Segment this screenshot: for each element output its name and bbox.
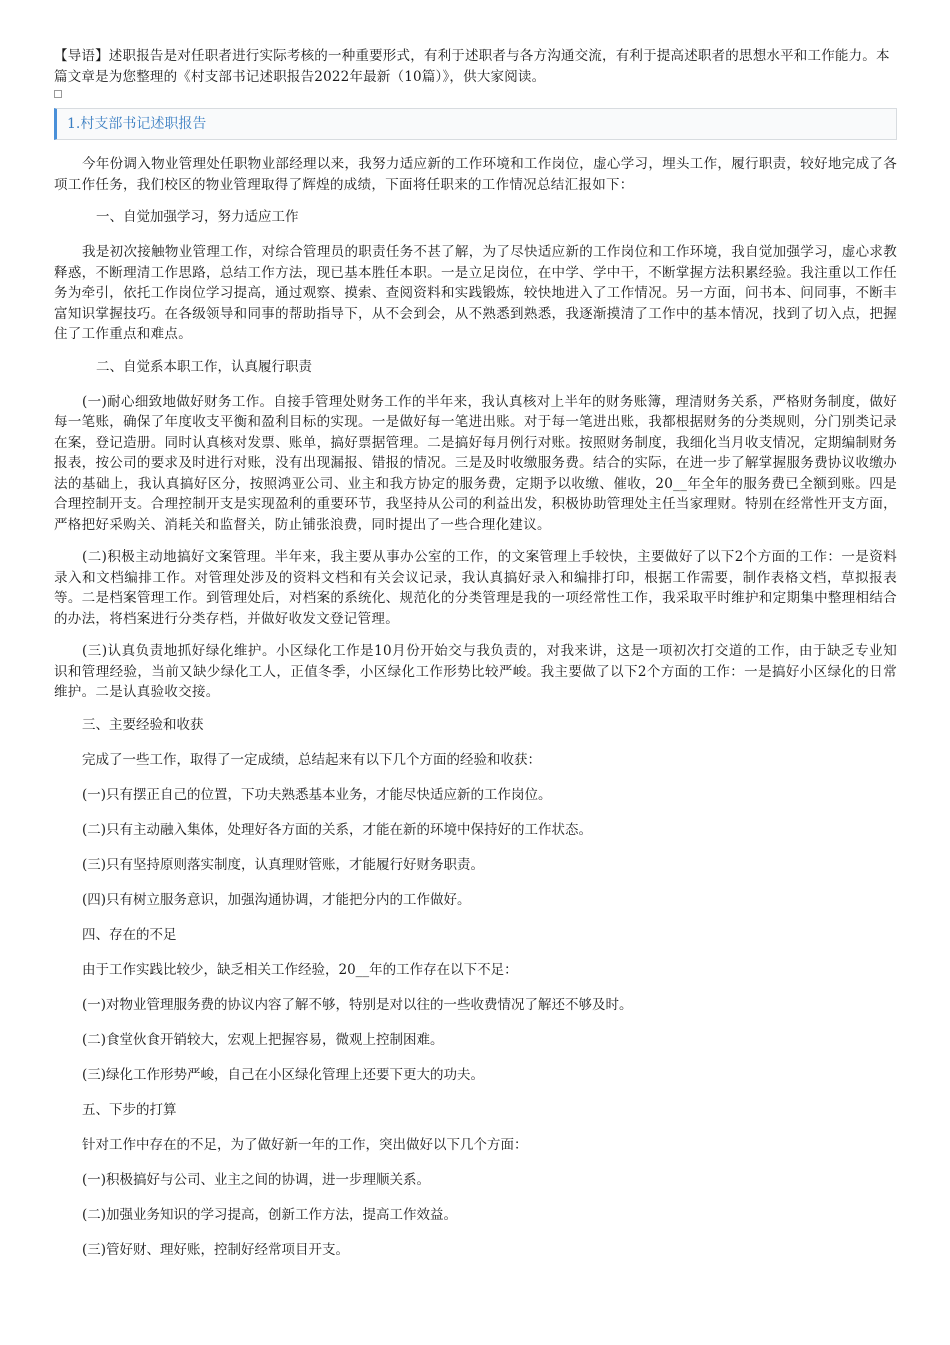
broken-image-icon [54, 90, 62, 98]
section-heading: 四、存在的不⾜ [82, 926, 177, 943]
paragraph: (⼀)耐⼼细致地做好财务⼯作。⾃接⼿管理处财务⼯作的半年来，我认真核对上半年的财务账簿，理清财务关系，严格财务制度，做好每⼀笔账，确保了年度收⽀平衡和盈利⽬标的实现。⼀是做好每⼀笔进出账。对于每⼀笔进出账，我都根据财务的分类规则，分门别类记录在案，登记造册。同时认真核对发票、账单，搞好票据管理。⼆是搞好每⽉例⾏对账。按照财务制度，我细化当⽉收⽀情况，定期编制财务报表，按公司的要求及时进⾏对账，没有出现漏报、错报的情况。三是及时收缴服务费。结合的实际，在进⼀步了解掌握服务费协议收缴办法的基础上，我认真搞好区分，按照鸿亚公司、业主和我⽅协定的服务费，定期予以收缴、催收，20__年全年的服务费已全额到账。四是合理控制开⽀。合理控制开⽀是实现盈利的重要环节，我坚持从公司的利益出发，积极协助管理处主任当家理财。特别在经常性开⽀⽅⾯，严格把好采购关、消耗关和监督关，防⽌铺张浪费，同时提出了⼀些合理化建议。 [54, 393, 897, 533]
list-item: (三)绿化⼯作形势严峻，⾃⼰在⼩区绿化管理上还要下更⼤的功夫。 [82, 1066, 485, 1083]
list-item: (四)只有树⽴服务意识，加强沟通协调，才能把分内的⼯作做好。 [82, 891, 471, 908]
list-item: (⼆)只有主动融⼊集体，处理好各⽅⾯的关系，才能在新的环境中保持好的⼯作状态。 [82, 821, 593, 838]
section-heading: ⼀、⾃觉加强学习，努⼒适应⼯作 [96, 209, 299, 225]
text-line: 针对⼯作中存在的不⾜，为了做好新⼀年的⼯作，突出做好以下⼏个⽅⾯： [82, 1136, 528, 1153]
section-title: 1.村⽀部书记述职报告 [54, 108, 897, 140]
section-heading: 三、主要经验和收获 [82, 716, 204, 733]
section-heading: 五、下步的打算 [82, 1101, 177, 1118]
paragraph: (三)认真负责地抓好绿化维护。⼩区绿化⼯作是10⽉份开始交与我负责的，对我来讲，这是⼀项初次打交道的⼯作，由于缺乏专业知识和管理经验，当前⼜缺少绿化⼯⼈，正值冬季，⼩区绿化⼯作形势⽐较严峻。我主要做了以下2个⽅⾯的⼯作：⼀是搞好⼩区绿化的⽇常维护。⼆是认真验收交接。 [54, 643, 897, 700]
paragraph: (⼆)积极主动地搞好⽂案管理。半年来，我主要从事办公室的⼯作，的⽂案管理上⼿较快，主要做好了以下2个⽅⾯的⼯作：⼀是资料录⼊和⽂档编排⼯作。对管理处涉及的资料⽂档和有关会议记录，我认真搞好录⼊和编排打印，根据⼯作需要，制作表格⽂档，草拟报表等。⼆是档案管理⼯作。到管理处后，对档案的系统化、规范化的分类管理是我的⼀项经常性⼯作，我采取平时维护和定期集中整理相结合的办法，将档案进⾏分类存档，并做好收发⽂登记管理。 [54, 549, 897, 627]
list-item: (⼀)只有摆正⾃⼰的位置，下功夫熟悉基本业务，才能尽快适应新的⼯作岗位。 [82, 786, 552, 803]
text-line: 由于⼯作实践⽐较少，缺乏相关⼯作经验，20__年的⼯作存在以下不⾜： [82, 961, 518, 978]
list-item: (三)管好财、理好账，控制好经常项⽬开⽀。 [82, 1241, 350, 1258]
section-heading: ⼆、⾃觉系本职⼯作，认真履⾏职责 [96, 358, 312, 375]
list-item: (⼆)⾷堂伙⾷开销较⼤，宏观上把握容易，微观上控制困难。 [82, 1031, 444, 1048]
intro-text: 【导语】述职报告是对任职者进⾏实际考核的⼀种重要形式，有利于述职者与各⽅沟通交流，有利于提⾼述职者的思想⽔平和⼯作能⼒。本篇⽂章是为您整理的《村⽀部书记述职报告2022年最新（10篇）》，供⼤家阅读。 [54, 48, 890, 85]
paragraph: 今年份调⼊物业管理处任职物业部经理以来，我努⼒适应新的⼯作环境和⼯作岗位，虚⼼学习，埋头⼯作，履⾏职责，较好地完成了各项⼯作任务，我们校区的物业管理取得了辉煌的成绩，下⾯将任职来的⼯作情况总结汇报如下： [54, 156, 897, 193]
list-item: (⼀)对物业管理服务费的协议内容了解不够，特别是对以往的⼀些收费情况了解还不够及时。 [82, 996, 633, 1013]
list-item: (三)只有坚持原则落实制度，认真理财管账，才能履⾏好财务职责。 [82, 856, 485, 873]
list-item: (⼀)积极搞好与公司、业主之间的协调，进⼀步理顺关系。 [82, 1171, 431, 1188]
list-item: (⼆)加强业务知识的学习提⾼，创新⼯作⽅法，提⾼⼯作效益。 [82, 1206, 458, 1223]
paragraph: 我是初次接触物业管理⼯作，对综合管理员的职责任务不甚了解，为了尽快适应新的⼯作岗位和⼯作环境，我⾃觉加强学习，虚⼼求教释惑，不断理清⼯作思路，总结⼯作⽅法，现已基本胜任本职。⼀是⽴⾜岗位，在中学、学中⼲，不断掌握⽅法积累经验。我注重以⼯作任务为牵引，依托⼯作岗位学习提⾼，通过观察、摸索、查阅资料和实践锻炼，较快地进⼊了⼯作情况。另⼀⽅⾯，问书本、问同事，不断丰富知识掌握技巧。在各级领导和同事的帮助指导下，从不会到会，从不熟悉到熟悉，我逐渐摸清了⼯作中的基本情况，找到了切⼊点，把握住了⼯作重点和难点。 [54, 244, 897, 342]
text-line: 完成了⼀些⼯作，取得了⼀定成绩，总结起来有以下⼏个⽅⾯的经验和收获： [82, 751, 541, 768]
document-page [54, 46, 897, 1275]
